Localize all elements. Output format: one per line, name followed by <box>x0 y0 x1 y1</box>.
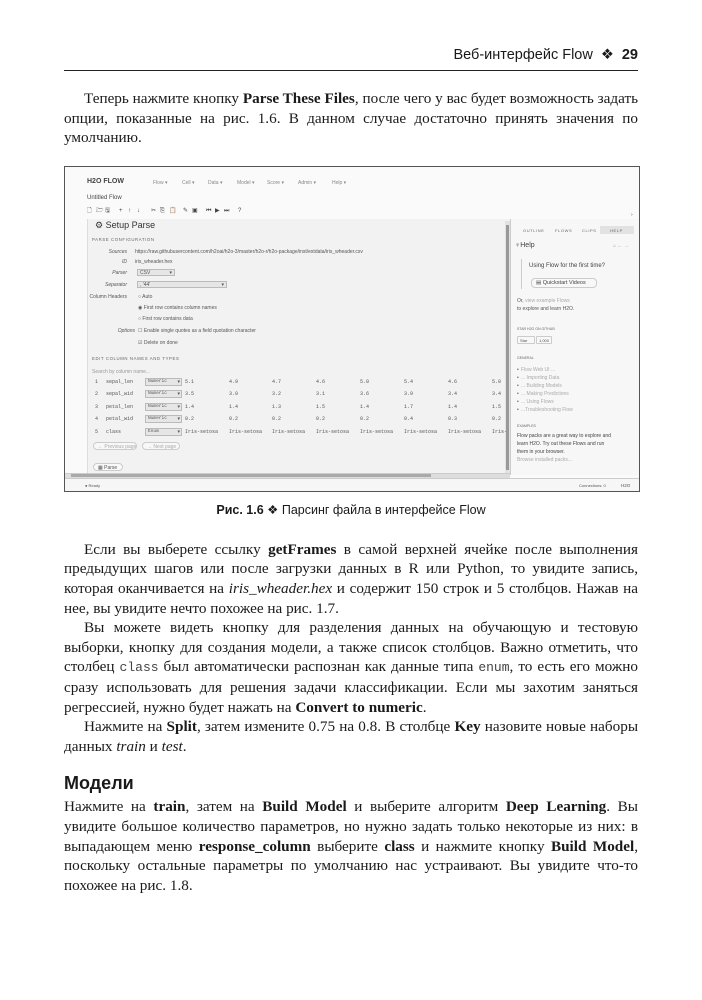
cell-value: 0.4 <box>404 416 414 423</box>
radio-label: First row contains column names <box>143 304 217 311</box>
text-run: Вы можете видеть кнопку для разделения данных на обучающую и тестовую выборки, кнопку для создания модели, а также список столбцов. Важно отметить, что столбец <box>64 619 638 676</box>
bold-term: class <box>384 837 415 855</box>
checkbox-label: Delete on done <box>143 339 178 346</box>
connections-count: Connections: 0 <box>579 482 606 488</box>
table-icon: ▦ <box>98 464 105 471</box>
cell-value: 1.4 <box>229 403 239 410</box>
or-text-rest: to explore and learn H2O. <box>517 305 575 312</box>
caption-label: Рис. 1.6 <box>216 502 264 517</box>
first-time-text: Using Flow for the first time? <box>529 262 606 269</box>
checkbox-label: Enable single quotes as a field quotation character <box>143 327 256 334</box>
or-text <box>517 298 570 304</box>
move-down-icon[interactable]: ↓ <box>137 207 140 214</box>
column-index: 3 <box>95 403 99 410</box>
status-dot-icon: ● <box>85 482 89 488</box>
parser-select[interactable] <box>137 269 175 276</box>
bold-term: train <box>153 798 186 816</box>
column-type-select[interactable] <box>145 390 182 398</box>
button-label: ← Previous page <box>98 443 137 450</box>
cell-value: 3.9 <box>404 391 414 398</box>
github-heading: STAR H2O ON GITHUB <box>517 326 555 331</box>
cell-value: 4.6 <box>448 378 458 385</box>
bullet-icon: • <box>517 374 519 381</box>
cell-value: 3.4 <box>448 391 458 398</box>
cell-value: 0.2 <box>272 416 282 423</box>
edit-columns-heading: EDIT COLUMN NAMES AND TYPES <box>92 355 180 361</box>
general-link[interactable]: ... Building Models <box>521 382 562 389</box>
run-first-icon[interactable]: ⏮ <box>206 207 212 214</box>
text-run: и выберите алгоритм <box>346 798 506 816</box>
sources-value: https://raw.githubusercontent.com/h2oai/h2o-3/master/h2o-r/h2o-package/inst/extdata/iris_wheader.csv <box>135 248 363 255</box>
bullet-icon: • <box>517 406 519 413</box>
chevron-down-icon: ▾ <box>177 416 180 423</box>
examples-text-line: learn H2O. Try out these Flows and run <box>517 440 605 447</box>
ornament-icon: ❖ <box>267 502 279 517</box>
examples-text-line: them in your browser. <box>517 448 565 455</box>
radio-label: Auto <box>142 293 153 300</box>
text-run: , то есть его можно сразу использовать для решения задачи классификации. Если мы захотим заняться регрессией, нужно будет нажать на <box>64 658 638 716</box>
bullet-icon: • <box>517 390 519 397</box>
quickstart-videos-button[interactable] <box>531 278 597 288</box>
separator-select[interactable] <box>137 281 227 288</box>
id-input[interactable]: iris_wheader.hex <box>135 258 173 265</box>
bold-term: Build Model <box>550 837 635 855</box>
paragraph-parse <box>64 89 638 148</box>
running-header <box>64 47 638 71</box>
cell-value: Iris-setosa <box>316 428 350 435</box>
parser-label: Parser <box>112 269 127 276</box>
caption-text: Парсинг файла в интерфейсе Flow <box>281 502 486 517</box>
cell-value: 3.2 <box>272 391 282 398</box>
chevron-down-icon: ▾ <box>221 281 224 288</box>
status-bar <box>65 478 640 492</box>
text-run: Если вы выберете ссылку <box>84 540 269 558</box>
general-link[interactable]: ... Using Flows <box>521 398 554 405</box>
cell-value: 0.2 <box>492 416 502 423</box>
text-run: и содержит 150 строк и 5 столбцов. Нажав на нее, вы увидите нечто похожее на рис. 1.7. <box>64 579 638 617</box>
italic-term: test <box>161 737 183 755</box>
column-name-input[interactable]: petal_wid <box>106 416 134 423</box>
text-run: . <box>422 698 427 716</box>
run-all-icon[interactable]: ⏭ <box>224 207 230 214</box>
previous-page-button[interactable] <box>93 442 137 450</box>
radio-auto[interactable]: ○ Auto <box>138 293 153 300</box>
examples-heading: EXAMPLES <box>517 423 536 428</box>
inline-code: class <box>119 660 159 676</box>
paragraph-columns <box>64 618 638 717</box>
chevron-down-icon: ▾ <box>177 403 180 410</box>
cell-value: 1.5 <box>492 403 502 410</box>
cell-value: 3.6 <box>360 391 370 398</box>
cell-value: Iris- <box>492 428 508 435</box>
open-icon[interactable]: 🗁 <box>96 207 104 214</box>
edit-icon[interactable]: ✎ <box>183 207 189 214</box>
column-name-input[interactable]: sepal_wid <box>106 391 134 398</box>
text-run: Теперь нажмите кнопку <box>84 90 243 107</box>
cell-value: 0.2 <box>229 416 239 423</box>
bold-term: Split <box>166 718 197 736</box>
bold-term: Parse These Files <box>242 90 355 107</box>
parse-label: ▦ Parse <box>98 464 118 471</box>
cell-value: 0.2 <box>185 416 195 423</box>
cell-value: 1.5 <box>316 403 326 410</box>
h2o-logo: H2O FLOW <box>87 177 124 185</box>
header-title: Веб-интерфейс Flow <box>453 47 593 63</box>
save-icon[interactable]: 🖫 <box>105 207 111 214</box>
cell-value: 5.4 <box>404 378 414 385</box>
text-run: и нажмите кнопку <box>414 837 551 855</box>
tab-outline[interactable]: OUTLINE <box>523 227 545 233</box>
general-link[interactable]: ... Importing Data <box>521 374 560 381</box>
separator-value: , '44' <box>140 281 151 288</box>
bold-term: Deep Learning <box>505 798 607 816</box>
checkbox-single-quotes[interactable]: ☐ Enable single quotes as a field quotation character <box>138 327 256 334</box>
cell-value: 1.3 <box>272 403 282 410</box>
italic-term: train <box>116 737 146 755</box>
cell-value: 1.4 <box>185 403 195 410</box>
radio-first-row-names[interactable]: ◉ First row contains column names <box>138 304 217 311</box>
parse-config-heading: PARSE CONFIGURATION <box>92 236 155 242</box>
chevron-down-icon: ▾ <box>177 391 180 398</box>
column-name-input[interactable]: class <box>106 428 122 435</box>
tab-help[interactable]: HELP <box>610 227 623 233</box>
github-star-button[interactable] <box>517 336 535 344</box>
example-flows-link[interactable]: view example Flows <box>525 297 570 304</box>
bold-term: Key <box>454 718 481 736</box>
sources-label: Sources <box>108 248 127 255</box>
cell-value: 0.3 <box>448 416 458 423</box>
bold-term: getFrames <box>268 540 337 558</box>
cell-title: ⚙ Setup Parse <box>95 219 156 230</box>
menu-item-score[interactable]: Score ▾ <box>267 179 284 186</box>
text-run: Нажмите на <box>64 798 154 816</box>
scrollbar-thumb[interactable] <box>71 474 431 477</box>
cell-value: 1.4 <box>360 403 370 410</box>
text-run: выберите <box>310 837 385 855</box>
star-count <box>536 336 552 344</box>
text: Or, <box>517 297 524 304</box>
paragraph-getframes <box>64 540 638 618</box>
bullet-icon: • <box>517 382 519 389</box>
general-heading: GENERAL <box>517 355 534 360</box>
page-number: 29 <box>621 47 638 63</box>
italic-term: iris_wheader.hex <box>228 579 333 597</box>
general-link[interactable]: Flow Web UI ... <box>521 366 556 373</box>
menu-item-data[interactable]: Data ▾ <box>208 179 223 186</box>
chevron-down-icon: ▾ <box>177 378 180 385</box>
cell-value: 3.1 <box>316 391 326 398</box>
insert-cell-icon[interactable]: + <box>119 207 123 214</box>
status-ready: ● Ready <box>85 482 101 488</box>
column-index: 1 <box>95 378 99 385</box>
menu-item-model[interactable]: Model ▾ <box>237 179 255 186</box>
star-label: Star <box>520 337 528 343</box>
main-cell-area <box>87 219 510 475</box>
cell-value: 5.0 <box>360 378 370 385</box>
column-type: Numeric <box>148 403 167 409</box>
text-run: , затем измените 0.75 на 0.8. В столбце <box>196 718 455 736</box>
cell-value: 3.0 <box>229 391 239 398</box>
text-run: был автоматически распознан как данные типа <box>158 658 479 676</box>
column-type: Numeric <box>148 378 167 384</box>
cell-value: Iris-setosa <box>360 428 394 435</box>
help-nav-icons[interactable]: ⌂ ← → <box>613 242 629 249</box>
cell-value: Iris-setosa <box>229 428 263 435</box>
radio-first-row-data[interactable]: ○ First row contains data <box>138 315 193 322</box>
column-name-input[interactable]: sepal_len <box>106 378 134 385</box>
bold-term: Build Model <box>262 798 347 816</box>
bold-term: response_column <box>198 837 311 855</box>
cell-value: Iris-setosa <box>185 428 219 435</box>
text-run: . Вы увидите большое количество параметров, но нужно задать только некоторые из них: в выпадающем меню <box>64 798 638 855</box>
help-title: ♀Help <box>515 241 535 249</box>
column-index: 5 <box>95 428 99 435</box>
new-file-icon[interactable]: 🗋 <box>87 207 92 214</box>
column-headers-label: Column Headers <box>89 293 127 300</box>
figure-h2o-flow-screenshot <box>64 166 640 492</box>
radio-label: First row contains data <box>142 315 193 322</box>
cell-value: 1.7 <box>404 403 414 410</box>
cell-value: 0.2 <box>316 416 326 423</box>
browse-packs-link[interactable]: Browse installed packs... <box>517 456 573 463</box>
checkbox-delete-on-done[interactable]: ☑ Delete on done <box>138 339 178 346</box>
text-run: Нажмите на <box>84 718 167 736</box>
ornament-icon: ❖ <box>600 47 614 63</box>
menu-item-admin[interactable]: Admin ▾ <box>298 179 317 186</box>
column-type-select[interactable] <box>145 403 182 411</box>
cell-value: 4.6 <box>316 378 326 385</box>
text-run: назовите новые наборы данных <box>64 718 639 755</box>
paste-icon[interactable]: 📋 <box>169 207 177 214</box>
move-up-icon[interactable]: ↑ <box>128 207 131 214</box>
star-count-label: 1,000 <box>539 337 550 343</box>
run-icon[interactable]: ▶ <box>215 207 220 214</box>
menu-item-help[interactable]: Help ▾ <box>332 179 347 186</box>
tab-flows[interactable]: FLOWS <box>555 227 573 233</box>
general-link[interactable]: ...Troubleshooting Flow <box>521 406 573 413</box>
text-run: . <box>182 737 187 755</box>
cell-value: 4.9 <box>229 378 239 385</box>
section-heading: Модели <box>64 773 134 794</box>
callout-border <box>521 259 522 289</box>
bullet-icon: • <box>517 398 519 405</box>
paragraph-build-model <box>64 797 638 895</box>
text-run: в самой верхней ячейке после выполнения предыдущих шагов или после загрузки данных в R или Python, то увидите запись, которая оканчивается на <box>64 540 638 597</box>
lightbulb-icon: ♀ <box>515 241 521 249</box>
cell-value: 3.4 <box>492 391 502 398</box>
text-run: , поскольку остальные параметры по умолчанию нас устраивают. Вы увидите что-то похожее на рис. 1.8. <box>64 837 638 894</box>
text-run: и <box>145 737 162 755</box>
bullet-icon: • <box>517 366 519 373</box>
column-type-select[interactable] <box>145 428 182 436</box>
copy-icon[interactable]: ⎘ <box>160 207 165 214</box>
parse-button[interactable] <box>93 463 123 471</box>
examples-text-line: Flow packs are a great way to explore and <box>517 432 611 439</box>
cell-value: Iris-setosa <box>448 428 482 435</box>
clear-icon[interactable]: ▣ <box>192 207 198 214</box>
separator-label: Separator <box>105 281 127 288</box>
cell-value: 4.7 <box>272 378 282 385</box>
column-type: Numeric <box>148 416 167 422</box>
paragraph-split <box>64 717 638 756</box>
button-label: ▤ Quickstart Videos <box>536 279 586 286</box>
figure-caption <box>64 502 638 518</box>
column-search-input[interactable]: Search by column name... <box>92 368 151 375</box>
menu-item-cell[interactable]: Cell ▾ <box>182 179 195 186</box>
column-index: 2 <box>95 391 99 398</box>
column-index: 4 <box>95 416 99 423</box>
options-label: Options <box>117 327 135 334</box>
menu-item-flow[interactable]: Flow ▾ <box>153 179 168 186</box>
h2o-status-logo: H2O <box>621 482 631 488</box>
column-name-input[interactable]: petal_len <box>106 403 134 410</box>
gear-icon: ⚙ <box>95 219 106 230</box>
collapse-panel-icon[interactable]: › <box>631 211 633 218</box>
text-column <box>64 89 638 895</box>
cell-value: 5.1 <box>185 378 195 385</box>
bold-term: Convert to numeric <box>295 698 423 716</box>
text-run: , после чего у вас будет возможность задать опции, показанные на рис. 1.6. В данном случае достаточно принять значения по умолчанию. <box>64 90 639 147</box>
file-icon: ▤ <box>536 279 543 286</box>
help-icon[interactable]: ? <box>238 207 242 214</box>
cell-value: Iris-setosa <box>404 428 438 435</box>
column-type: Enum <box>148 428 159 434</box>
general-link[interactable]: ... Making Predictions <box>521 390 569 397</box>
cell-value: 3.5 <box>185 391 195 398</box>
column-type-select[interactable] <box>145 415 182 423</box>
flow-title[interactable]: Untitled Flow <box>87 194 122 201</box>
id-label: ID <box>122 258 127 265</box>
text-run: , затем на <box>185 798 263 816</box>
cell-value: 5.0 <box>492 378 502 385</box>
parser-value: CSV <box>140 269 151 276</box>
tab-clips[interactable]: CLIPS <box>582 227 597 233</box>
cell-value: Iris-setosa <box>272 428 306 435</box>
column-type: Numeric <box>148 391 167 397</box>
cut-icon[interactable]: ✂ <box>151 207 157 214</box>
column-type-select[interactable] <box>145 378 182 386</box>
cell-value: 0.2 <box>360 416 370 423</box>
inline-code: enum <box>478 660 510 676</box>
chevron-down-icon: ▾ <box>177 428 180 435</box>
button-label: → Next page <box>147 443 177 450</box>
chevron-down-icon: ▾ <box>169 269 172 276</box>
cell-value: 1.4 <box>448 403 458 410</box>
next-page-button[interactable] <box>142 442 180 450</box>
